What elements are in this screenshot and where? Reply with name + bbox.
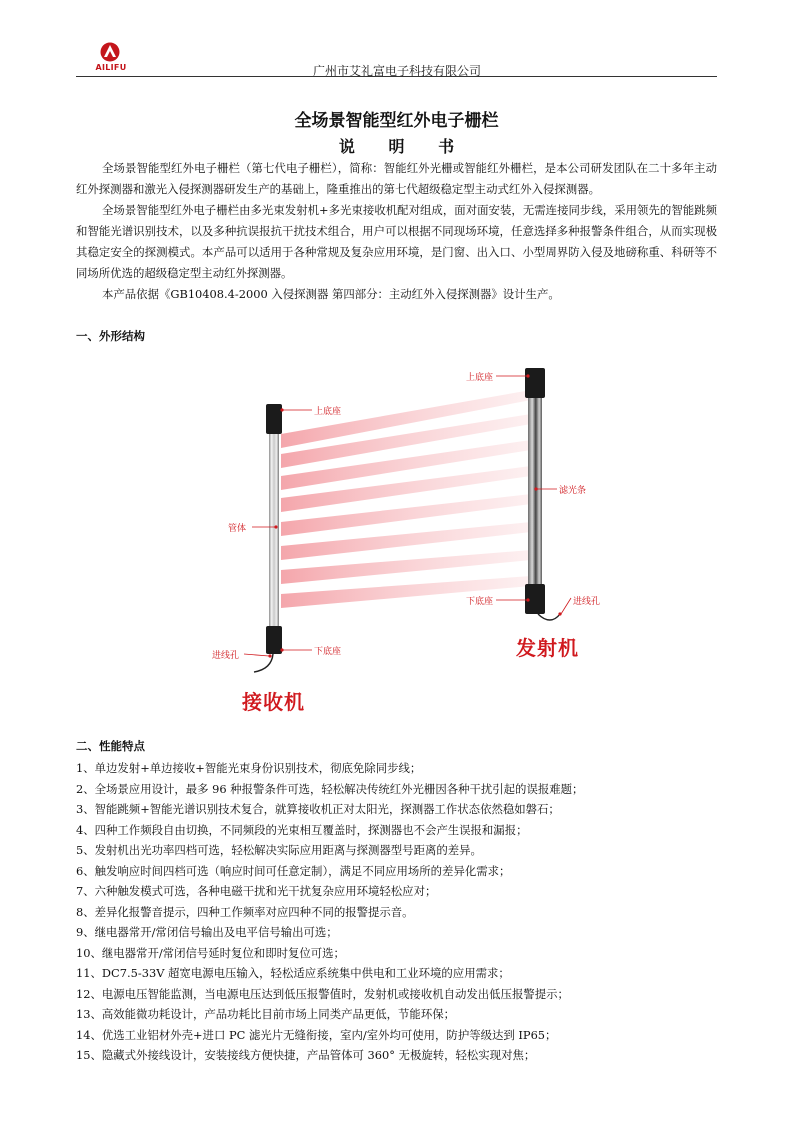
receiver-cable-hole-label: 进线孔 — [212, 651, 240, 661]
transmitter-top-base-label: 上底座 — [466, 373, 494, 383]
section-heading-structure: 一、外形结构 — [76, 329, 145, 343]
company-logo — [76, 40, 152, 76]
receiver-top-base-label: 上底座 — [314, 407, 342, 417]
transmitter-cable-hole-label: 进线孔 — [573, 597, 601, 607]
transmitter-bottom-base-label: 下底座 — [466, 597, 494, 607]
list-item: 4、四种工作频段自由切换，不同频段的光束相互覆盖时，探测器也不会产生误报和漏报； — [76, 822, 528, 837]
list-item: 15、隐藏式外接线设计，安装接线方便快捷，产品管体可 360° 无极旋转，轻松实现对焦； — [76, 1048, 536, 1062]
receiver-bottom-base-label: 下底座 — [314, 647, 342, 657]
list-item: 8、差异化报警音提示，四种工作频率对应四种不同的报警提示音。 — [76, 904, 414, 919]
company-name: 广州市艾礼富电子科技有限公司 — [313, 64, 482, 78]
list-item: 2、全场景应用设计，最多 96 种报警条件可选，轻松解决传统红外光栅因各种干扰引起的误报难题； — [76, 781, 584, 796]
transmitter-filter-strip-label: 滤光条 — [559, 486, 587, 496]
transmitter-name-label: 发射机 — [516, 636, 579, 660]
list-item: 11、DC7.5-33V 超宽电源电压输入，轻松适应系统集中供电和工业环境的应用需求； — [76, 966, 510, 980]
list-item: 13、高效能微功耗设计，产品功耗比目前市场上同类产品更低，节能环保； — [76, 1007, 455, 1021]
list-item: 6、触发响应时间四档可选（响应时间可任意定制），满足不同应用场所的差异化需求； — [76, 863, 511, 878]
receiver-tube-label: 管体 — [228, 524, 247, 534]
document-subtitle: 说 明 书 — [338, 137, 469, 156]
list-item: 14、优选工业铝材外壳+进口 PC 滤光片无缝衔接，室内/室外均可使用，防护等级达到 IP65； — [76, 1027, 557, 1042]
list-item: 10、继电器常开/常闭信号延时复位和即时复位可选； — [76, 945, 345, 960]
intro-paragraph-2: 全场景智能型红外电子栅栏由多光束发射机+多光束接收机配对组成，面对面安装，无需连接同步线，采用领先的智能跳频和智能光谱识别技术，以及多种抗误报抗干扰技术组合，用户可以根据不同现场环境，任意选择多种报警条件组合，从而实现极其稳定安全的探测模式。本产品可以适用于各种常规及复杂应用环境，是门窗、出入口、小型周界防入侵及地磅称重、科研等不同场所优选的超级稳定型主动红外探测器。 — [76, 203, 717, 280]
feature-list — [76, 758, 717, 1066]
logo-text: AILIFU — [95, 63, 127, 72]
section-heading-features: 二、性能特点 — [76, 739, 145, 753]
list-item: 12、电源电压智能监测，当电源电压达到低压报警值时，发射机或接收机自动发出低压报警提示； — [76, 986, 569, 1001]
product-structure-figure — [76, 352, 717, 732]
receiver-name-label: 接收机 — [242, 690, 305, 714]
list-item: 5、发射机出光功率四档可选，轻松解决实际应用距离与探测器型号距离的差异。 — [76, 843, 482, 857]
header-divider — [76, 76, 717, 77]
list-item: 1、单边发射+单边接收+智能光束身份识别技术，彻底免除同步线； — [76, 761, 422, 775]
device-illustration — [76, 352, 717, 732]
list-item: 3、智能跳频+智能光谱识别技术复合，就算接收机正对太阳光，探测器工作状态依然稳如磐石； — [76, 802, 560, 816]
list-item: 9、继电器常开/常闭信号输出及电平信号输出可选； — [76, 925, 338, 939]
infrared-beams — [281, 390, 531, 608]
list-item: 7、六种触发模式可选，各种电磁干扰和光干扰复杂应用环境轻松应对； — [76, 884, 437, 898]
page-header — [76, 40, 717, 78]
intro-paragraph-3: 本产品依据《GB10408.4-2000 入侵探测器 第四部分：主动红外入侵探测器》设计生产。 — [102, 287, 560, 301]
receiver-device — [244, 404, 312, 672]
logo-mark-icon — [100, 42, 120, 62]
intro-paragraph-1: 全场景智能型红外电子栅栏（第七代电子栅栏），简称：智能红外光栅或智能红外栅栏，是本公司研发团队在二十多年主动红外探测器和激光入侵探测器研发生产的基础上，隆重推出的第七代超级稳定型主动式红外入侵探测器。 — [76, 161, 717, 196]
document-title: 全场景智能型红外电子栅栏 — [294, 111, 499, 131]
